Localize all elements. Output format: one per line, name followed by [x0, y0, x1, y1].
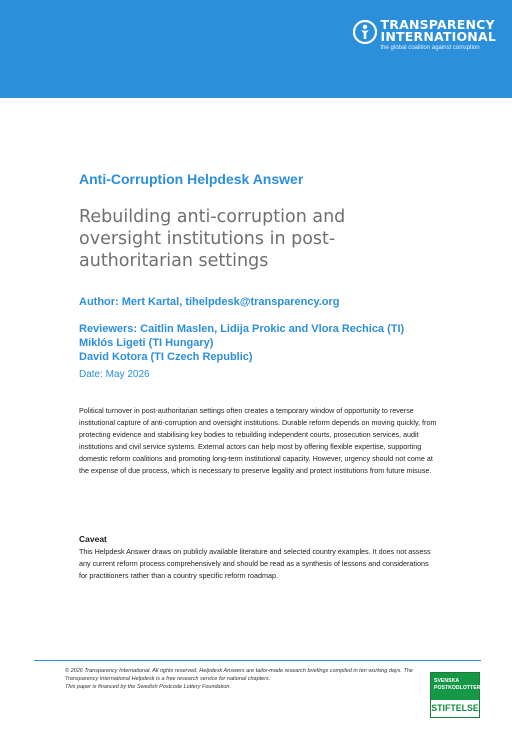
transparency-international-logo[interactable] [353, 19, 496, 52]
ti-logo-icon [353, 20, 377, 44]
logo-line-2: INTERNATIONAL [380, 29, 496, 44]
summary-paragraph: Political turnover in post-authoritarian settings often creates a temporary window of opportunity to reverse institutional capture of anti-corruption and oversight institutions. Durable reform depends on moving quickly, from protecting evidence and stabilising key bodies to rebuilding independent courts, prosecution services, audit institutions and civil service systems. External actors can help most by offering flexible expertise, supporting domestic reform coalitions and promoting long-term institutional capacity. However, urgency should not come at the expense of due process, which is necessary to preserve legality and protect institutions from future misuse. [79, 406, 437, 475]
caveat-paragraph: This Helpdesk Answer draws on publicly available literature and selected country examples. It does not assess any current reform process comprehensively and should be read as a synthesis of lessons and considerations for practitioners rather than a country specific reform roadmap. [79, 547, 431, 580]
funding-note: This paper is financed by the Swedish Postcode Lottery Foundation. [65, 684, 232, 691]
badge-line-3: STIFTELSE [431, 703, 479, 713]
badge-line-1: SVENSKA [434, 678, 460, 684]
reviewers-block [79, 322, 439, 364]
header-banner [0, 0, 512, 98]
postcode-lottery-badge [430, 672, 492, 718]
logo-tagline: the global coalition against corruption [380, 45, 480, 51]
document-kicker: Anti-Corruption Helpdesk Answer [79, 171, 304, 187]
badge-header [431, 673, 492, 700]
footer-divider [34, 660, 481, 661]
reviewers-line-2: Miklós Ligeti (TI Hungary) [79, 337, 214, 349]
document-title: Rebuilding anti-corruption and oversight institutions in post-authoritarian settings [79, 207, 346, 271]
document-date: Date: May 2026 [79, 369, 150, 380]
footer-notes [65, 667, 417, 692]
badge-line-2: POSTKODLOTTERIETS [434, 685, 492, 691]
logo-wordmark [381, 19, 496, 52]
reviewers-line-3: David Kotora (TI Czech Republic) [79, 351, 253, 363]
reviewers-line-1: Reviewers: Caitlin Maslen, Lidija Prokic and Vlora Rechica (TI) [79, 323, 405, 335]
logo-line-1: TRANSPARENCY [380, 17, 495, 32]
caveat-heading: Caveat [79, 534, 107, 544]
author-line: Author: Mert Kartal, tihelpdesk@transparency.org [79, 296, 340, 308]
copyright-note: © 2026 Transparency International. All rights reserved. Helpdesk Answers are tailor-made research briefings compiled in ten working days. The Transparency International Helpdesk is a free research service for national chapters. [65, 668, 413, 683]
